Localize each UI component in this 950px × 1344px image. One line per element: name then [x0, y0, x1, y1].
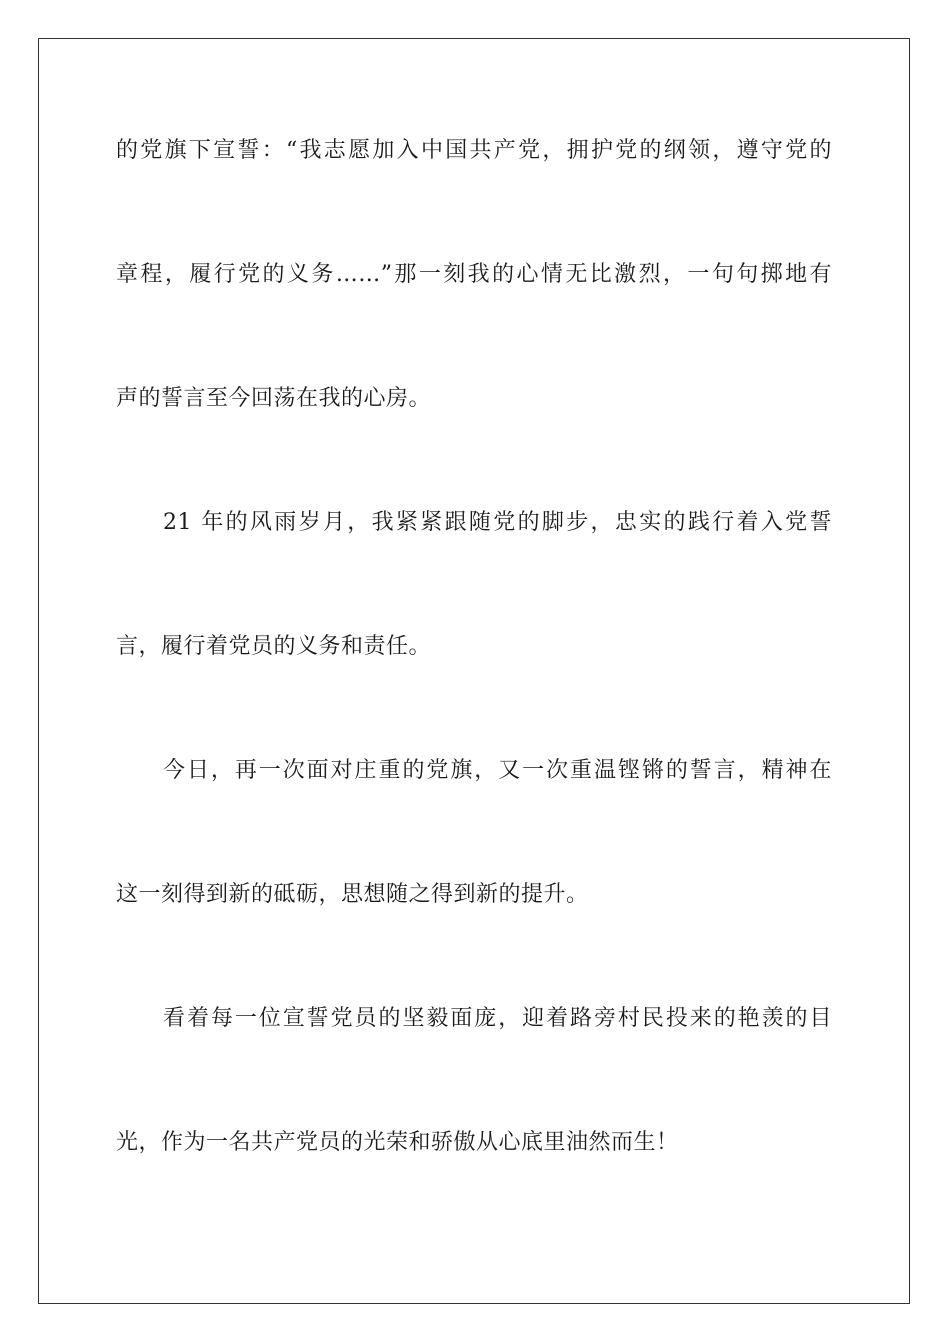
- paragraph-line: 看着每一位宣誓党员的坚毅面庞，迎着路旁村民投来的艳羡的目: [163, 1006, 832, 1031]
- paragraph-line: 这一刻得到新的砥砺，思想随之得到新的提升。: [116, 882, 589, 907]
- paragraph-line: 声的誓言至今回荡在我的心房。: [116, 386, 432, 411]
- paragraph-line: 章程，履行党的义务……”那一刻我的心情无比激烈，一句句掷地有: [116, 262, 832, 287]
- paragraph-line: 言，履行着党员的义务和责任。: [116, 634, 432, 659]
- paragraph-line: 21 年的风雨岁月，我紧紧跟随党的脚步，忠实的践行着入党誓: [163, 510, 832, 535]
- paragraph-line: 光，作为一名共产党员的光荣和骄傲从心底里油然而生！: [116, 1130, 679, 1155]
- paragraph-line: 的党旗下宣誓：“我志愿加入中国共产党，拥护党的纲领，遵守党的: [116, 138, 832, 163]
- paragraph-line: 今日，再一次面对庄重的党旗，又一次重温铿锵的誓言，精神在: [163, 758, 832, 783]
- page-border: [38, 38, 910, 1304]
